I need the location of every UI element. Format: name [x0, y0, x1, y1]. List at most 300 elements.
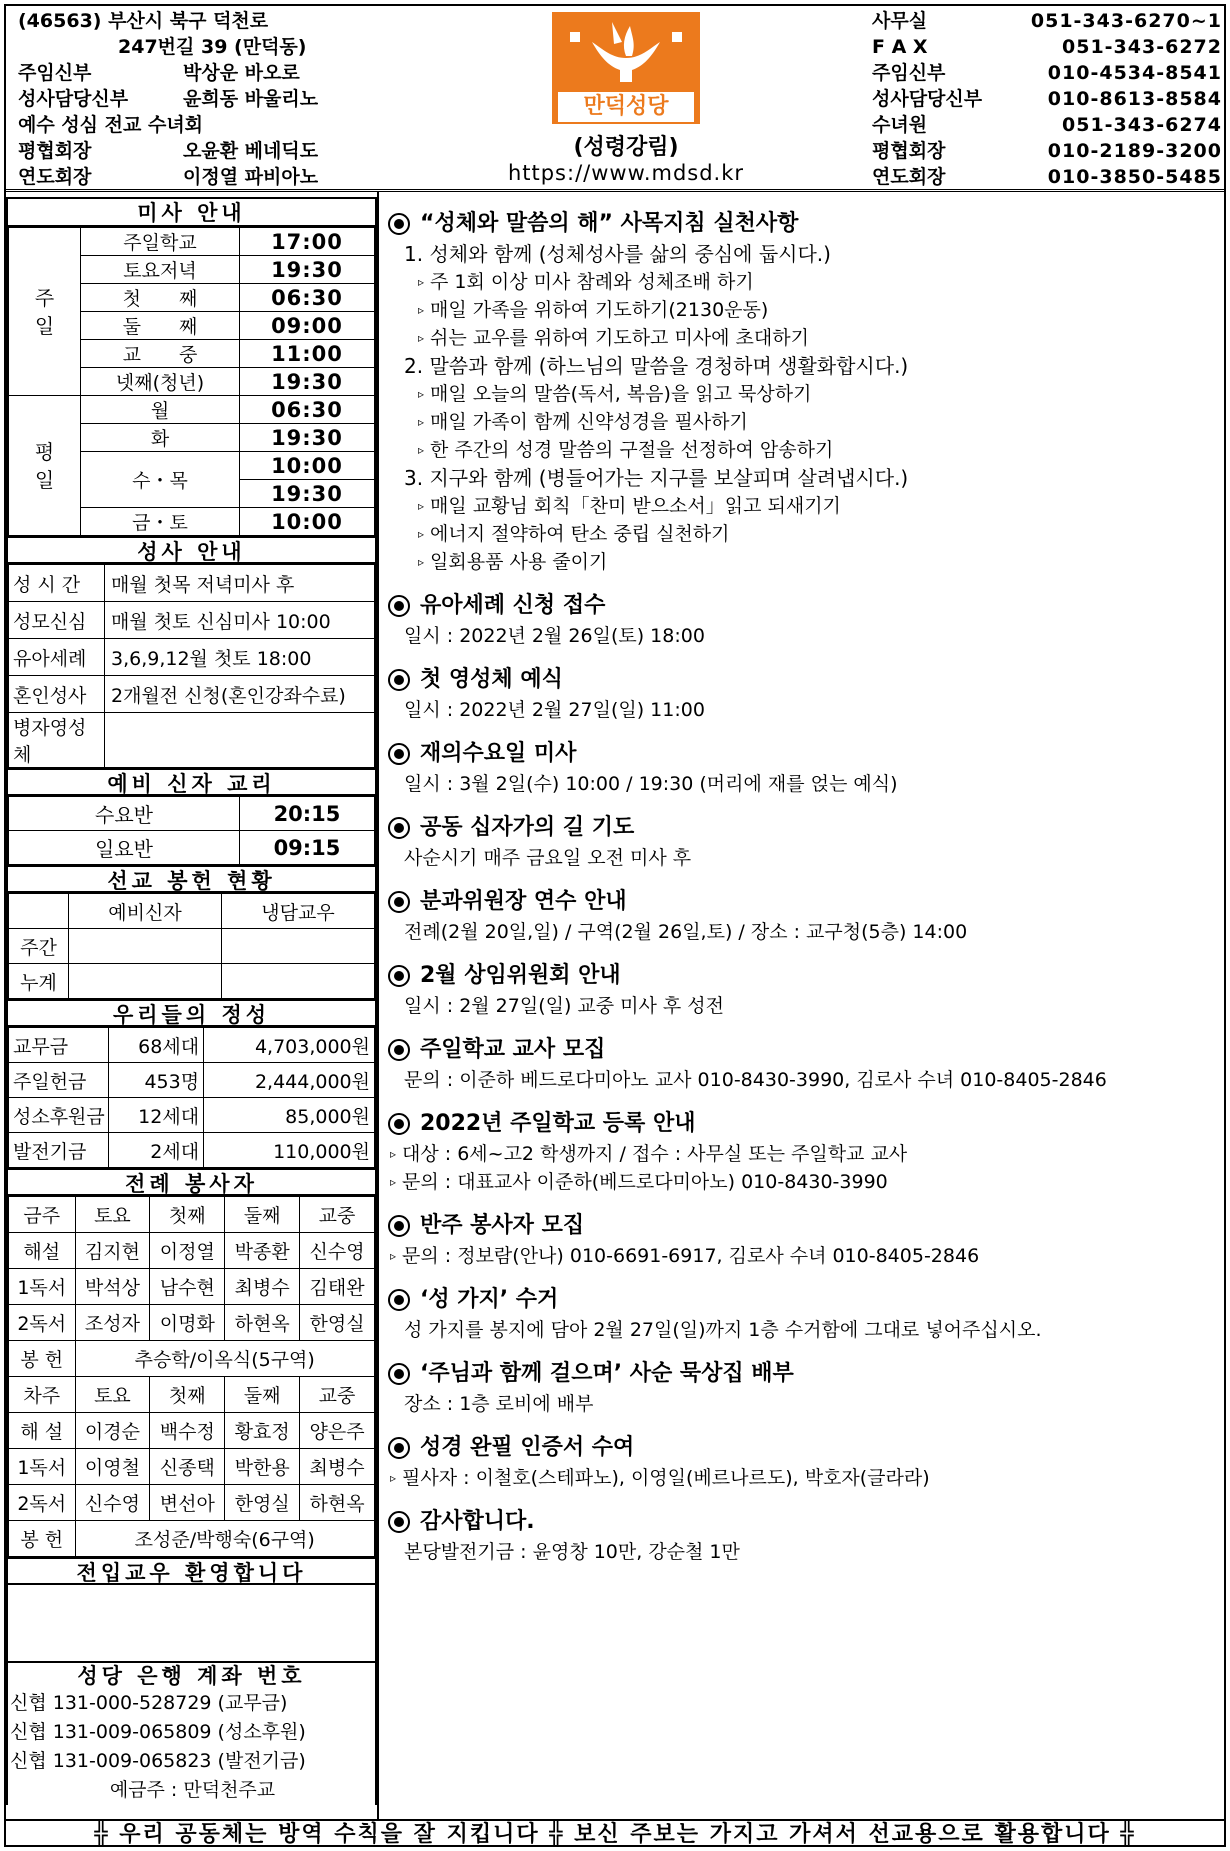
notice-line-text: 사순시기 매주 금요일 오전 미사 후: [404, 847, 692, 869]
staff-role: 예수 성심 전교 수녀회: [18, 114, 204, 136]
bullet-icon: [388, 1215, 410, 1237]
sacrament-row: [9, 565, 375, 602]
liturgy-row: [9, 1305, 375, 1341]
liturgy-header-row: [9, 1197, 375, 1233]
staff-row: [18, 60, 438, 86]
mission-value: [222, 964, 375, 999]
contact-row: [872, 86, 1222, 112]
parish-url[interactable]: https://www.mdsd.kr: [507, 161, 745, 185]
contact-row: [872, 8, 1222, 34]
notice-line-text: 대상 : 6세~고2 학생까지 / 접수 : 사무실 또는 주일학교 교사: [402, 1143, 908, 1165]
contact-label: 주임신부: [872, 62, 946, 84]
liturgy-col-header: 첫째: [150, 1197, 225, 1233]
liturgy-col-header: 교중: [300, 1197, 375, 1233]
donation-amount: 110,000원: [204, 1133, 375, 1168]
liturgy-server: 한영실: [225, 1485, 300, 1521]
notice-title: [388, 1034, 1224, 1066]
notice-item: [388, 664, 1224, 724]
staff-name: 윤희동 바울리노: [183, 88, 319, 110]
staff-row: [18, 112, 438, 138]
contact-label: 연도회장: [872, 166, 946, 188]
staff-row: [18, 86, 438, 112]
contact-row: [872, 60, 1222, 86]
notice-title-text: 2월 상임위원회 안내: [420, 963, 621, 988]
notice-line-text: 일시 : 2022년 2월 26일(토) 18:00: [404, 625, 705, 647]
liturgy-role: 1독서: [9, 1449, 76, 1485]
liturgy-role: 1독서: [9, 1269, 76, 1305]
liturgy-server: 하현옥: [225, 1305, 300, 1341]
notice-line-text: 일시 : 2022년 2월 27일(일) 11:00: [404, 699, 705, 721]
donation-amount: 4,703,000원: [204, 1028, 375, 1063]
notice-title-text: 유아세례 신청 접수: [420, 593, 606, 618]
bullet-icon: [388, 1511, 410, 1533]
liturgy-server: 신수영: [300, 1233, 375, 1269]
mass-time: 11:00: [240, 340, 375, 368]
liturgy-server: 김태완: [300, 1269, 375, 1305]
sacrament-name: 유아세례: [9, 639, 105, 676]
mass-slot: 토요저녁: [81, 256, 240, 284]
sacrament-name: 성모신심: [9, 602, 105, 639]
notice-line: [388, 770, 1224, 798]
sacrament-schedule: 2개월전 신청(혼인강좌수료): [105, 676, 375, 713]
sacrament-table: [8, 564, 375, 768]
mass-slot: 금・토: [81, 508, 240, 536]
column-divider: [377, 192, 379, 1819]
notice-title-text: 재의수요일 미사: [420, 741, 577, 766]
parish-info: [18, 8, 438, 190]
notice-line: [388, 1168, 1224, 1196]
contact-row: [872, 138, 1222, 164]
notice-line-text: 문의 : 정보람(안나) 010-6691-6917, 김로사 수녀 010-8405-2846: [402, 1245, 980, 1267]
liturgy-server: 한영실: [300, 1305, 375, 1341]
mission-header-row: [9, 894, 375, 929]
notice-title-text: 첫 영성체 예식: [420, 667, 563, 692]
notice-pastoral: [388, 208, 1224, 576]
notice-title: [388, 590, 1224, 622]
staff-name: 이정열 파비아노: [183, 166, 319, 188]
notice-line: [388, 1140, 1224, 1168]
notice-line: [388, 1390, 1224, 1418]
notice-title-text: 감사합니다.: [420, 1509, 535, 1534]
bank-account: 신협 131-000-528729 (교무금): [10, 1692, 288, 1714]
mission-value: [222, 929, 375, 964]
notice-item: [388, 1284, 1224, 1344]
notice-item: [388, 1210, 1224, 1270]
contact-label: F A X: [872, 36, 928, 58]
notice-line: [388, 1316, 1224, 1344]
pastoral-point: [388, 324, 1224, 352]
triangle-bullet-icon: ▹: [390, 1147, 397, 1161]
notice-line-text: 본당발전기금 : 윤영창 10만, 강순철 1만: [404, 1541, 740, 1563]
liturgy-server: 최병수: [225, 1269, 300, 1305]
liturgy-server: 백수정: [150, 1413, 225, 1449]
triangle-bullet-icon: ▹: [418, 527, 425, 541]
parish-logo: [552, 12, 700, 124]
bullet-icon: [388, 213, 410, 235]
catechism-row: [9, 831, 375, 865]
pastoral-heading: 1. 성체와 함께 (성체성사를 삶의 중심에 둡시다.): [404, 242, 831, 266]
notice-line: [388, 1242, 1224, 1270]
liturgy-col-header: 교중: [300, 1377, 375, 1413]
contact-label: 사무실: [872, 10, 928, 32]
notice-title: [388, 1108, 1224, 1140]
mass-slot: 화: [81, 424, 240, 452]
notice-item: [388, 1506, 1224, 1566]
donation-type: 성소후원금: [9, 1098, 109, 1133]
liturgy-role: 봉 헌: [9, 1521, 76, 1557]
liturgy-row: [9, 1449, 375, 1485]
sacrament-schedule: 3,6,9,12월 첫토 18:00: [105, 639, 375, 676]
parish-logo-block: [476, 12, 776, 185]
weekday-group-label: 평 일: [9, 396, 81, 536]
notice-title-text: “성체와 말씀의 해” 사목지침 실천사항: [420, 211, 799, 236]
contact-label: 평협회장: [872, 140, 946, 162]
donation-row: [9, 1133, 375, 1168]
notice-title: [388, 1284, 1224, 1316]
mass-time: 09:00: [240, 312, 375, 340]
bank-account: 신협 131-009-065823 (발전기금): [10, 1750, 306, 1772]
pastoral-point: [388, 436, 1224, 464]
contact-number: 010-3850-5485: [1047, 166, 1222, 188]
liturgy-col-header: 토요: [75, 1377, 150, 1413]
notice-title: [388, 812, 1224, 844]
bank-accounts: [8, 1689, 375, 1805]
class-time: 20:15: [240, 797, 375, 831]
pastoral-point-text: 주 1회 이상 미사 참례와 성체조배 하기: [430, 271, 754, 293]
notice-line: [388, 696, 1224, 724]
liturgy-role: 2독서: [9, 1305, 76, 1341]
liturgy-server: 이정열: [150, 1233, 225, 1269]
liturgy-offering-servers: 조성준/박행숙(6구역): [75, 1521, 375, 1557]
notice-line-text: 문의 : 이준하 베드로다미아노 교사 010-8430-3990, 김로사 수녀 010-8405-2846: [404, 1069, 1107, 1091]
donation-count: 453명: [109, 1063, 204, 1098]
mass-time: 10:00: [240, 452, 375, 480]
dove-flame-icon: [552, 12, 700, 92]
donation-row: [9, 1028, 375, 1063]
pastoral-heading: 3. 지구와 함께 (병들어가는 지구를 보살피며 살려냅시다.): [404, 466, 909, 490]
mass-slot: 월: [81, 396, 240, 424]
footer-banner: ╬ 우리 공동체는 방역 수칙을 잘 지킵니다 ╬ 보신 주보는 가지고 가셔서 선교용으로 활용합니다 ╬: [6, 1819, 1224, 1847]
notice-title: [388, 886, 1224, 918]
mass-time: 19:30: [240, 424, 375, 452]
donation-type: 교무금: [9, 1028, 109, 1063]
liturgy-row: [9, 1485, 375, 1521]
sacrament-row: [9, 676, 375, 713]
notice-title: [388, 208, 1224, 240]
notice-line-text: 문의 : 대표교사 이준하(베드로다미아노) 010-8430-3990: [402, 1171, 888, 1193]
notice-item: [388, 1432, 1224, 1492]
mass-slot: 둘 째: [81, 312, 240, 340]
triangle-bullet-icon: ▹: [390, 1175, 397, 1189]
sacrament-schedule: 매월 첫목 저녁미사 후: [105, 565, 375, 602]
contact-number: 010-8613-8584: [1047, 88, 1222, 110]
liturgy-server: 조성자: [75, 1305, 150, 1341]
mass-slot: 첫 째: [81, 284, 240, 312]
liturgy-table: [8, 1196, 375, 1557]
notice-line: [388, 1066, 1224, 1094]
notice-title-text: 2022년 주일학교 등록 안내: [420, 1111, 696, 1136]
notice-line-text: 일시 : 2월 27일(일) 교중 미사 후 성전: [404, 995, 725, 1017]
class-time: 09:15: [240, 831, 375, 865]
notice-title: [388, 664, 1224, 696]
staff-name: 오윤환 베네딕도: [183, 140, 319, 162]
notice-title: [388, 960, 1224, 992]
contact-label: 성사담당신부: [872, 88, 983, 110]
triangle-bullet-icon: ▹: [418, 331, 425, 345]
mission-col-header: 예비신자: [69, 894, 222, 929]
liturgy-server: 신수영: [75, 1485, 150, 1521]
donation-count: 12세대: [109, 1098, 204, 1133]
mission-row-label: 누계: [9, 964, 69, 999]
bullet-icon: [388, 743, 410, 765]
notice-title: [388, 738, 1224, 770]
sacrament-name: 혼인성사: [9, 676, 105, 713]
pastoral-point-text: 일회용품 사용 줄이기: [430, 551, 608, 573]
triangle-bullet-icon: ▹: [418, 387, 425, 401]
donation-row: [9, 1063, 375, 1098]
staff-name: 박상운 바오로: [183, 62, 300, 84]
empty-cell: [9, 894, 69, 929]
sacrament-title: 성사 안내: [8, 536, 375, 564]
pastoral-point-text: 매일 가족을 위하여 기도하기(2130운동): [430, 299, 769, 321]
staff-role: 주임신부: [18, 62, 92, 84]
mass-slot: 주일학교: [81, 228, 240, 256]
liturgy-offering-row: [9, 1521, 375, 1557]
notice-line-text: 장소 : 1층 로비에 배부: [404, 1393, 594, 1415]
contact-number: 051-343-6274: [1062, 114, 1222, 136]
left-column: [6, 197, 377, 1805]
notice-title-text: 주일학교 교사 모집: [420, 1037, 606, 1062]
triangle-bullet-icon: ▹: [418, 555, 425, 569]
contact-row: [872, 34, 1222, 60]
notice-title: [388, 1506, 1224, 1538]
liturgy-role: 해설: [9, 1233, 76, 1269]
bank-account: 신협 131-009-065809 (성소후원): [10, 1721, 306, 1743]
liturgy-server: 박석상: [75, 1269, 150, 1305]
liturgy-server: 양은주: [300, 1413, 375, 1449]
liturgy-server: 이경순: [75, 1413, 150, 1449]
sacrament-schedule: [105, 713, 375, 768]
liturgy-col-header: 첫째: [150, 1377, 225, 1413]
mass-slot: 넷째(청년): [81, 368, 240, 396]
liturgy-server: 최병수: [300, 1449, 375, 1485]
pastoral-point-text: 쉬는 교우를 위하여 기도하고 미사에 초대하기: [430, 327, 809, 349]
notice-title-text: 공동 십자가의 길 기도: [420, 815, 635, 840]
contact-row: [872, 164, 1222, 190]
staff-role: 연도회장: [18, 166, 92, 188]
triangle-bullet-icon: ▹: [418, 303, 425, 317]
pastoral-point: [388, 268, 1224, 296]
liturgy-col-header: 토요: [75, 1197, 150, 1233]
catechism-row: [9, 797, 375, 831]
notice-line-text: 필사자 : 이철호(스테파노), 이영일(베르나르도), 박호자(글라라): [402, 1467, 930, 1489]
logo-text: 만덕성당: [558, 92, 694, 122]
donation-amount: 2,444,000원: [204, 1063, 375, 1098]
notice-title-text: ‘주님과 함께 걸으며’ 사순 묵상집 배부: [420, 1361, 794, 1386]
staff-role: 평협회장: [18, 140, 92, 162]
pastoral-point: [388, 492, 1224, 520]
address-line-2: 247번길 39 (만덕동): [118, 36, 307, 58]
notice-title: [388, 1432, 1224, 1464]
liturgy-offering-row: [9, 1341, 375, 1377]
notice-item: [388, 738, 1224, 798]
mass-title: 미사 안내: [8, 199, 375, 227]
notice-item: [388, 590, 1224, 650]
liturgy-server: 박종환: [225, 1233, 300, 1269]
triangle-bullet-icon: ▹: [390, 1249, 397, 1263]
bulletin-header: [6, 6, 1224, 192]
pastoral-point-text: 매일 오늘의 말씀(독서, 복음)을 읽고 묵상하기: [430, 383, 812, 405]
notice-title-text: ‘성 가지’ 수거: [420, 1287, 559, 1312]
liturgy-col-header: 차주: [9, 1377, 76, 1413]
mass-time: 19:30: [240, 256, 375, 284]
bank-title: 성당 은행 계좌 번호: [8, 1663, 375, 1689]
notice-line-text: 성 가지를 봉지에 담아 2월 27일(일)까지 1층 수거함에 그대로 넣어주십시오.: [404, 1319, 1042, 1341]
mission-title: 선교 봉헌 현황: [8, 865, 375, 893]
staff-row: [18, 164, 438, 190]
triangle-bullet-icon: ▹: [418, 443, 425, 457]
contact-number: 051-343-6272: [1062, 36, 1222, 58]
bullet-icon: [388, 891, 410, 913]
notice-line-text: 일시 : 3월 2일(수) 10:00 / 19:30 (머리에 재를 얹는 예식): [404, 773, 898, 795]
donation-title: 우리들의 정성: [8, 999, 375, 1027]
liturgy-server: 김지현: [75, 1233, 150, 1269]
donation-type: 발전기금: [9, 1133, 109, 1168]
mass-slot: 교 중: [81, 340, 240, 368]
pastoral-point-text: 매일 가족이 함께 신약성경을 필사하기: [430, 411, 748, 433]
mission-table: [8, 893, 375, 999]
liturgy-server: 신종택: [150, 1449, 225, 1485]
liturgy-server: 이명화: [150, 1305, 225, 1341]
liturgy-role: 2독서: [9, 1485, 76, 1521]
liturgy-role: 해 설: [9, 1413, 76, 1449]
mission-row: [9, 964, 375, 999]
notice-item: [388, 960, 1224, 1020]
parish-motto: (성령강림): [573, 135, 679, 160]
notice-item: [388, 1108, 1224, 1196]
donation-amount: 85,000원: [204, 1098, 375, 1133]
liturgy-header-row: [9, 1377, 375, 1413]
liturgy-row: [9, 1269, 375, 1305]
welcome-box: [8, 1585, 375, 1663]
bullet-icon: [388, 1289, 410, 1311]
mission-row-label: 주간: [9, 929, 69, 964]
notice-title: [388, 1358, 1224, 1390]
mass-time: 06:30: [240, 284, 375, 312]
notice-title-text: 성경 완필 인증서 수여: [420, 1435, 635, 1460]
triangle-bullet-icon: ▹: [390, 1471, 397, 1485]
triangle-bullet-icon: ▹: [418, 499, 425, 513]
liturgy-server: 변선아: [150, 1485, 225, 1521]
liturgy-col-header: 둘째: [225, 1197, 300, 1233]
catechism-title: 예비 신자 교리: [8, 768, 375, 796]
pastoral-point: [388, 408, 1224, 436]
liturgy-col-header: 둘째: [225, 1377, 300, 1413]
mass-time: 06:30: [240, 396, 375, 424]
sacrament-name: 성 시 간: [9, 565, 105, 602]
donation-table: [8, 1027, 375, 1168]
class-name: 일요반: [9, 831, 240, 865]
notice-item: [388, 1034, 1224, 1094]
pastoral-point-text: 한 주간의 성경 말씀의 구절을 선정하여 암송하기: [430, 439, 834, 461]
liturgy-server: 황효정: [225, 1413, 300, 1449]
mass-time: 19:30: [240, 368, 375, 396]
notice-line: [388, 1464, 1224, 1492]
contact-row: [872, 112, 1222, 138]
mass-time: 17:00: [240, 228, 375, 256]
mass-time: 10:00: [240, 508, 375, 536]
donation-count: 68세대: [109, 1028, 204, 1063]
catechism-table: [8, 796, 375, 865]
donation-row: [9, 1098, 375, 1133]
notice-item: [388, 886, 1224, 946]
liturgy-server: 남수현: [150, 1269, 225, 1305]
notices-column: [388, 208, 1224, 1580]
pastoral-point: [388, 296, 1224, 324]
bullet-icon: [388, 817, 410, 839]
bullet-icon: [388, 965, 410, 987]
liturgy-role: 봉 헌: [9, 1341, 76, 1377]
notice-title-text: 반주 봉사자 모집: [420, 1213, 585, 1238]
bullet-icon: [388, 595, 410, 617]
notice-item: [388, 812, 1224, 872]
sacrament-row: [9, 639, 375, 676]
notice-line: [388, 844, 1224, 872]
mass-table: [8, 227, 375, 536]
mass-slot: 수・목: [81, 452, 240, 508]
bullet-icon: [388, 1039, 410, 1061]
liturgy-server: 하현옥: [300, 1485, 375, 1521]
mission-col-header: 냉담교우: [222, 894, 375, 929]
pastoral-point: [388, 380, 1224, 408]
mass-row: [9, 228, 375, 256]
contact-label: 수녀원: [872, 114, 928, 136]
liturgy-col-header: 금주: [9, 1197, 76, 1233]
contact-number: 010-2189-3200: [1047, 140, 1222, 162]
staff-row: [18, 138, 438, 164]
mission-row: [9, 929, 375, 964]
bullet-icon: [388, 1363, 410, 1385]
notice-line-text: 전례(2월 20일,일) / 구역(2월 26일,토) / 장소 : 교구청(5층) 14:00: [404, 921, 968, 943]
sacrament-schedule: 매월 첫토 신심미사 10:00: [105, 602, 375, 639]
notice-line: [388, 1538, 1224, 1566]
liturgy-offering-servers: 추승학/이옥식(5구역): [75, 1341, 375, 1377]
mission-value: [69, 929, 222, 964]
address-line-1: (46563) 부산시 북구 덕천로: [18, 10, 269, 32]
bullet-icon: [388, 1113, 410, 1135]
donation-count: 2세대: [109, 1133, 204, 1168]
triangle-bullet-icon: ▹: [418, 275, 425, 289]
pastoral-point-text: 에너지 절약하여 탄소 중립 실천하기: [430, 523, 730, 545]
liturgy-row: [9, 1233, 375, 1269]
contact-number: 051-343-6270~1: [1030, 10, 1222, 32]
triangle-bullet-icon: ▹: [418, 415, 425, 429]
notice-title: [388, 1210, 1224, 1242]
contact-number: 010-4534-8541: [1047, 62, 1222, 84]
sacrament-row: [9, 602, 375, 639]
sacrament-name: 병자영성체: [9, 713, 105, 768]
pastoral-heading: 2. 말씀과 함께 (하느님의 말씀을 경청하며 생활화합시다.): [404, 354, 909, 378]
notice-item: [388, 1358, 1224, 1418]
pastoral-point: [388, 548, 1224, 576]
staff-role: 성사담당신부: [18, 88, 129, 110]
notice-line: [388, 992, 1224, 1020]
account-holder: 예금주 : 만덕천주교: [109, 1779, 276, 1801]
pastoral-point-text: 매일 교황님 회칙「찬미 받으소서」읽고 되새기기: [430, 495, 841, 517]
notice-line: [388, 622, 1224, 650]
class-name: 수요반: [9, 797, 240, 831]
liturgy-server: 박한용: [225, 1449, 300, 1485]
